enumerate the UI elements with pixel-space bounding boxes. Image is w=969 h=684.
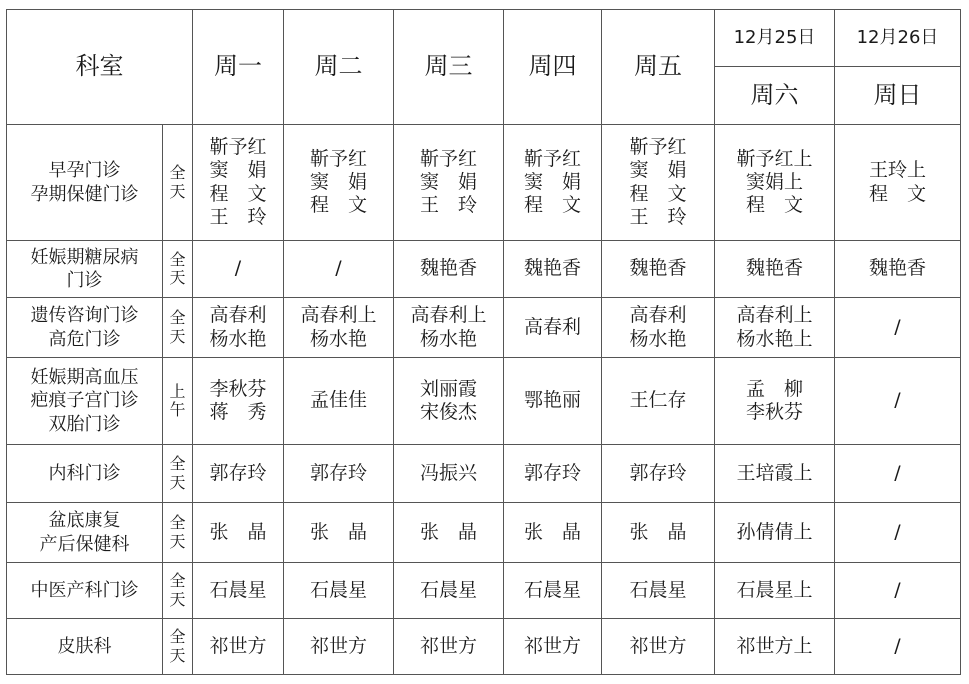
schedule-cell — [835, 503, 961, 563]
doctor-names: 张 晶 — [209, 520, 267, 543]
doctor-names: 孙倩倩上 — [736, 520, 813, 543]
schedule-cell — [715, 619, 835, 675]
header-row — [7, 10, 961, 67]
doctor-names: 魏艳香 — [523, 257, 581, 280]
schedule-cell — [602, 503, 715, 563]
dept-cell — [7, 445, 163, 503]
dept-name: 遗传咨询门诊 高危门诊 — [30, 305, 139, 350]
dept-cell — [7, 503, 163, 563]
doctor-names: 王玲上 程 文 — [868, 159, 926, 205]
time-slot: 全 天 — [169, 513, 186, 551]
schedule-cell — [602, 445, 715, 503]
schedule-cell — [193, 298, 284, 358]
doctor-names: 高春利上 杨水艳上 — [736, 304, 813, 350]
schedule-cell — [715, 358, 835, 445]
doctor-names: 王培霞上 — [736, 461, 813, 484]
schedule-cell — [715, 563, 835, 619]
doctor-names: 张 晶 — [629, 520, 687, 543]
time-slot: 全 天 — [169, 308, 186, 346]
time-cell — [163, 125, 193, 241]
doctor-names: / — [335, 257, 342, 280]
doctor-names: 靳予红 窦 娟 程 文 王 玲 — [629, 136, 687, 228]
doctor-names: 刘丽霞 宋俊杰 — [419, 377, 477, 423]
doctor-names: 孟佳佳 — [309, 389, 367, 412]
schedule-cell — [193, 358, 284, 445]
schedule-cell — [193, 563, 284, 619]
schedule-cell — [193, 241, 284, 298]
doctor-names: / — [894, 520, 901, 543]
schedule-cell — [284, 241, 394, 298]
schedule-cell — [602, 619, 715, 675]
schedule-cell — [394, 358, 504, 445]
saturday-date: 12月25日 — [715, 10, 835, 67]
weekday-header: 周四 — [504, 10, 602, 125]
doctor-names: 魏艳香 — [629, 257, 687, 280]
doctor-names: 郭存玲 — [209, 461, 267, 484]
time-cell — [163, 503, 193, 563]
doctor-names: 高春利 杨水艳 — [629, 304, 687, 350]
doctor-names: 郭存玲 — [629, 461, 687, 484]
doctor-names: 靳予红 窦 娟 程 文 — [309, 147, 367, 217]
weekday-header: 周一 — [193, 10, 284, 125]
doctor-names: / — [234, 257, 242, 280]
sunday-header: 周日 — [835, 67, 961, 125]
schedule-container — [6, 9, 961, 675]
doctor-names: 石晨星 — [209, 578, 267, 601]
schedule-cell — [504, 298, 602, 358]
schedule-cell — [284, 125, 394, 241]
table-row — [7, 358, 961, 445]
schedule-cell — [193, 445, 284, 503]
schedule-cell — [193, 125, 284, 241]
schedule-cell — [504, 503, 602, 563]
dept-cell — [7, 125, 163, 241]
doctor-names: / — [894, 634, 901, 657]
schedule-cell — [715, 503, 835, 563]
dept-name: 盆底康复 产后保健科 — [39, 510, 130, 555]
table-row — [7, 445, 961, 503]
schedule-cell — [504, 125, 602, 241]
schedule-cell — [835, 619, 961, 675]
doctor-names: 靳予红 窦 娟 程 文 — [523, 147, 581, 217]
time-slot: 上 午 — [169, 381, 186, 419]
doctor-names: 高春利 — [523, 315, 581, 338]
schedule-cell — [715, 298, 835, 358]
time-slot: 全 天 — [169, 163, 186, 201]
saturday-header: 周六 — [715, 67, 835, 125]
doctor-names: 高春利 杨水艳 — [209, 304, 267, 350]
table-row — [7, 503, 961, 563]
doctor-names: 张 晶 — [309, 520, 367, 543]
schedule-cell — [394, 619, 504, 675]
schedule-cell — [715, 241, 835, 298]
doctor-names: / — [894, 461, 901, 484]
schedule-cell — [504, 619, 602, 675]
schedule-cell — [193, 619, 284, 675]
schedule-cell — [504, 358, 602, 445]
dept-name: 中医产科门诊 — [30, 579, 139, 601]
doctor-names: 祁世方 — [629, 634, 687, 657]
doctor-names: 郭存玲 — [309, 461, 367, 484]
schedule-cell — [394, 445, 504, 503]
schedule-cell — [394, 125, 504, 241]
schedule-cell — [284, 619, 394, 675]
time-cell — [163, 241, 193, 298]
dept-name: 早孕门诊 孕期保健门诊 — [30, 160, 139, 205]
schedule-cell — [835, 125, 961, 241]
clinic-schedule-table — [6, 9, 961, 675]
schedule-cell — [284, 445, 394, 503]
sunday-date: 12月26日 — [835, 10, 961, 67]
doctor-names: 王仁存 — [629, 389, 687, 412]
schedule-cell — [504, 241, 602, 298]
doctor-names: 李秋芬 蒋 秀 — [209, 377, 267, 423]
weekday-header: 周二 — [284, 10, 394, 125]
doctor-names: 魏艳香 — [745, 257, 803, 280]
doctor-names: 郭存玲 — [523, 461, 581, 484]
dept-cell — [7, 358, 163, 445]
doctor-names: / — [894, 389, 901, 412]
dept-name: 妊娠期糖尿病 门诊 — [30, 246, 139, 291]
schedule-cell — [835, 563, 961, 619]
schedule-cell — [835, 358, 961, 445]
doctor-names: 祁世方 — [523, 634, 581, 657]
schedule-cell — [602, 563, 715, 619]
doctor-names: 祁世方 — [419, 634, 477, 657]
doctor-names: 孟 柳 李秋芬 — [745, 377, 803, 423]
table-row — [7, 298, 961, 358]
table-row — [7, 241, 961, 298]
doctor-names: 石晨星 — [523, 578, 581, 601]
doctor-names: 靳予红上 窦娟上 程 文 — [736, 147, 813, 217]
dept-name: 内科门诊 — [48, 462, 121, 484]
doctor-names: 张 晶 — [523, 520, 581, 543]
schedule-cell — [394, 241, 504, 298]
doctor-names: 祁世方上 — [736, 634, 813, 657]
doctor-names: / — [894, 315, 901, 338]
doctor-names: 张 晶 — [419, 520, 477, 543]
time-slot: 全 天 — [169, 627, 186, 665]
weekday-header: 周三 — [394, 10, 504, 125]
doctor-names: 石晨星 — [629, 578, 687, 601]
schedule-cell — [504, 563, 602, 619]
time-cell — [163, 445, 193, 503]
schedule-cell — [715, 125, 835, 241]
doctor-names: 鄂艳丽 — [523, 389, 581, 412]
table-row — [7, 563, 961, 619]
weekday-header: 周五 — [602, 10, 715, 125]
dept-name: 妊娠期高血压 疤痕子宫门诊 双胎门诊 — [30, 366, 139, 435]
time-cell — [163, 563, 193, 619]
doctor-names: 祁世方 — [309, 634, 367, 657]
doctor-names: 靳予红 窦 娟 王 玲 — [419, 147, 477, 217]
schedule-cell — [284, 503, 394, 563]
doctor-names: 魏艳香 — [868, 257, 926, 280]
dept-header: 科室 — [7, 10, 193, 125]
doctor-names: 冯振兴 — [419, 461, 477, 484]
doctor-names: 高春利上 杨水艳 — [410, 304, 487, 350]
schedule-cell — [284, 298, 394, 358]
time-cell — [163, 619, 193, 675]
schedule-cell — [602, 298, 715, 358]
dept-name: 皮肤科 — [57, 635, 112, 657]
schedule-cell — [835, 241, 961, 298]
doctor-names: 魏艳香 — [419, 257, 477, 280]
schedule-cell — [284, 358, 394, 445]
time-cell — [163, 298, 193, 358]
doctor-names: / — [894, 578, 901, 601]
time-cell — [163, 358, 193, 445]
schedule-cell — [394, 563, 504, 619]
doctor-names: 石晨星 — [309, 578, 367, 601]
doctor-names: 靳予红 窦 娟 程 文 王 玲 — [209, 136, 267, 228]
doctor-names: 祁世方 — [209, 634, 267, 657]
schedule-cell — [715, 445, 835, 503]
schedule-cell — [193, 503, 284, 563]
schedule-cell — [835, 445, 961, 503]
schedule-cell — [504, 445, 602, 503]
time-slot: 全 天 — [169, 249, 186, 287]
schedule-cell — [394, 503, 504, 563]
schedule-cell — [602, 241, 715, 298]
schedule-cell — [602, 125, 715, 241]
table-row — [7, 125, 961, 241]
time-slot: 全 天 — [169, 571, 186, 609]
schedule-cell — [602, 358, 715, 445]
dept-cell — [7, 241, 163, 298]
dept-cell — [7, 298, 163, 358]
dept-cell — [7, 619, 163, 675]
doctor-names: 石晨星 — [419, 578, 477, 601]
doctor-names: 石晨星上 — [736, 578, 813, 601]
schedule-cell — [284, 563, 394, 619]
dept-cell — [7, 563, 163, 619]
doctor-names: 高春利上 杨水艳 — [300, 304, 377, 350]
table-row — [7, 619, 961, 675]
schedule-cell — [835, 298, 961, 358]
schedule-cell — [394, 298, 504, 358]
time-slot: 全 天 — [169, 454, 186, 492]
